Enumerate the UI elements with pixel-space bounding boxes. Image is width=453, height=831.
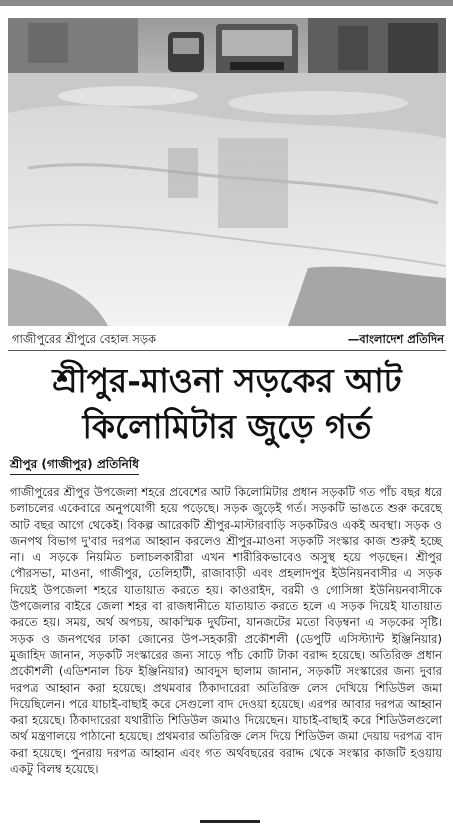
news-photo: [8, 18, 446, 326]
photo-caption-row: [8, 330, 446, 348]
headline-line-2: কিলোমিটার জুড়ে গর্ত: [82, 407, 372, 446]
caption-divider: [8, 350, 446, 351]
bottom-ornament: [200, 820, 260, 831]
headline: [8, 358, 446, 450]
article-paragraph: গাজীপুরের শ্রীপুর উপজেলা শহরে প্রবেশের আট কিলোমিটার প্রধান সড়কটি গত পাঁচ বছর ধরে চলাচলের একেবারে অনুপযোগী হয়ে পড়েছে। সড়ক জুড়েই গর্ত। সড়কটি ভাঙতে শুরু করেছে আট বছর আগে থেকেই। বিকল্প আরেকটি শ্রীপুর-মাস্টারবাড়ি সড়কটিরও একই অবস্থা। সড়ক ও জনপথ বিভাগ দু'বার দরপত্র আহ্বান করলেও শ্রীপুর-মাওনা সড়কটি সংস্কার কাজ শুরুই হচ্ছে না। এ সড়কে নিয়মিত চলাচলকারীরা এখন শারীরিকভাবেও অসুস্থ হয়ে পড়ছেন। শ্রীপুর পৌরসভা, মাওনা, গাজীপুর, তেলিহাটী, রাজাবাড়ী এবং প্রহলাদপুর ইউনিয়নবাসীর এ সড়ক দিয়েই উপজেলা শহরে যাতায়াত করতে হয়। কাওরাইদ, বরমী ও গোসিঙ্গা ইউনিয়নবাসীকে উপজেলার বাইরে জেলা শহর বা রাজধানীতে যাতায়াত করতে হলে এ সড়ক দিয়েই যাতায়াত করতে হয়। সময়, অর্থ অপচয়, আকস্মিক দুর্ঘটনা, যানজটের মতো বিড়ম্বনা এ সড়কের সৃষ্টি। সড়ক ও জনপথের ঢাকা জোনের উপ-সহকারী প্রকৌশলী (ডেপুটি এসিস্ট্যান্ট ইঞ্জিনিয়ার) মুজাহিদ জানান, সড়কটি সংস্কারের জন্য সাড়ে পাঁচ কোটি টাকা বরাদ্দ হয়েছে। অতিরিক্ত প্রধান প্রকৌশলী (এডিশনাল চিফ ইঞ্জিনিয়ার) আবদুস ছালাম জানান, সড়কটি সংস্কারের জন্য দুবার দরপত্র আহ্বান করা হয়েছে। প্রথমবার ঠিকাদারেরা অতিরিক্ত লেস দেখিয়ে শিডিউল জমা দিয়েছিলেন। পরে যাচাই-বাছাই করে সেগুলো বাদ দেওয়া হয়েছে। এরপর আবার দরপত্র আহ্বান করা হয়েছে। ঠিকাদারেরা যথারীতি শিডিউল জমাও দিয়েছেন। যাচাই-বাছাই করে শিডিউলগুলো অর্থ মন্ত্রণালয়ে পাঠানো হয়েছে। প্রথমবার অতিরিক্ত লেস দিয়ে শিডিউল জমা দেয়ায় দরপত্র বাদ করা হয়েছে। পুনরায় দরপত্র আহ্বান এবং গত অর্থবছরের বরাদ্দ থেকে সংস্কার কাজটি হওয়ায় একটু বিলম্ব হয়েছে।: [10, 485, 442, 777]
headline-line-1: শ্রীপুর-মাওনা সড়কের আট: [52, 361, 402, 400]
photo-caption: গাজীপুরের শ্রীপুরে বেহাল সড়ক: [12, 332, 157, 346]
road-photo-illustration: [8, 18, 446, 326]
byline: শ্রীপুর (গাজীপুর) প্রতিনিধি: [10, 455, 139, 475]
photo-credit: —বাংলাদেশ প্রতিদিন: [347, 332, 444, 346]
top-border: [0, 0, 453, 6]
article-body: [10, 484, 442, 777]
